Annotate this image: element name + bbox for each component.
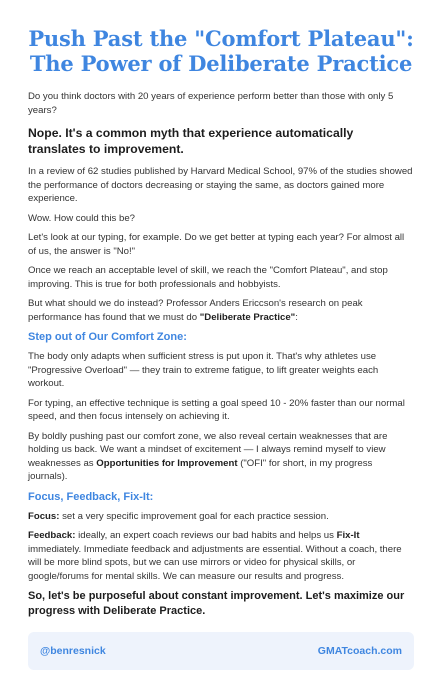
intro-question: Do you think doctors with 20 years of experience perform better than those with only 5 years? (28, 91, 394, 116)
paragraph-focus (28, 510, 414, 524)
paragraph-deliberate-text: But what should we do instead? Professor Anders Ericcson's research on peak performance has found that we must do (28, 298, 363, 323)
answer-heading: Nope. It's a common myth that experience automatically translates to improvement. (28, 126, 354, 156)
author-handle[interactable]: @benresnick (40, 645, 106, 657)
paragraph-typing: Let's look at our typing, for example. Do we get better at typing each year? For almost all of us, the answer is "No!" (28, 232, 405, 257)
paragraph-wow: Wow. How could this be? (28, 212, 136, 224)
ofi-term: Opportunities for Improvement (96, 457, 238, 469)
focus-text: set a very specific improvement goal for each practice session. (59, 510, 329, 522)
closing-statement: So, let's be purposeful about constant improvement. Let's maximize our progress with Deliberate Practice. (28, 590, 405, 617)
paragraph-feedback (28, 529, 414, 583)
paragraph-plateau: Once we reach an acceptable level of skill, we reach the "Comfort Plateau", and stop improving. This is true for both professionals and hobbyists. (28, 265, 388, 290)
footer-bar (28, 632, 414, 670)
page-title (28, 26, 414, 76)
website-link[interactable]: GMATcoach.com (317, 645, 402, 657)
fix-it-term: Fix-It (336, 530, 360, 541)
paragraph-adapt: The body only adapts when sufficient stress is put upon it. That's why athletes use "Progressive Overload" — they train to extreme fatigue, to lift greater weights each workout. (28, 351, 379, 389)
deliberate-practice-term: "Deliberate Practice" (199, 311, 296, 323)
section-heading-comfort-zone: Step out of Our Comfort Zone: (28, 331, 187, 343)
section-heading-focus-feedback: Focus, Feedback, Fix-It: (28, 490, 154, 503)
feedback-end: immediately. Immediate feedback and adjustments are essential. Without a coach, there will be more blind spots, but we can use mirrors or video for physical skills, or google/forums for mental skills. We can measure our results and progress. (28, 543, 402, 582)
paragraph-weaknesses-text: By boldly pushing past our comfort zone, we also reveal certain weaknesses that are holding us back. We want a mindset of excitement — I always remind myself to view weaknesses as (28, 430, 388, 469)
feedback-text: ideally, an expert coach reviews our bad habits and helps us (75, 530, 337, 541)
feedback-label: Feedback: (28, 530, 76, 541)
paragraph-goal-speed: For typing, an effective technique is setting a goal speed 10 - 20% faster than our normal speed, and then focus intensely on achieving it. (28, 397, 405, 422)
page-title-line-1: Push Past the "Comfort Plateau": (28, 26, 414, 51)
paragraph-weaknesses (28, 430, 414, 484)
paragraph-study: In a review of 62 studies published by Harvard Medical School, 97% of the studies showed the performance of doctors decreasing or staying the same, as doctors gained more experience. (28, 166, 413, 204)
focus-label: Focus: (28, 510, 60, 522)
paragraph-weaknesses-end: ("OFI" for short, in my progress journals). (28, 457, 373, 482)
paragraph-deliberate (28, 297, 414, 324)
page-title-line-2: The Power of Deliberate Practice (29, 51, 413, 76)
paragraph-deliberate-end: : (295, 311, 298, 323)
